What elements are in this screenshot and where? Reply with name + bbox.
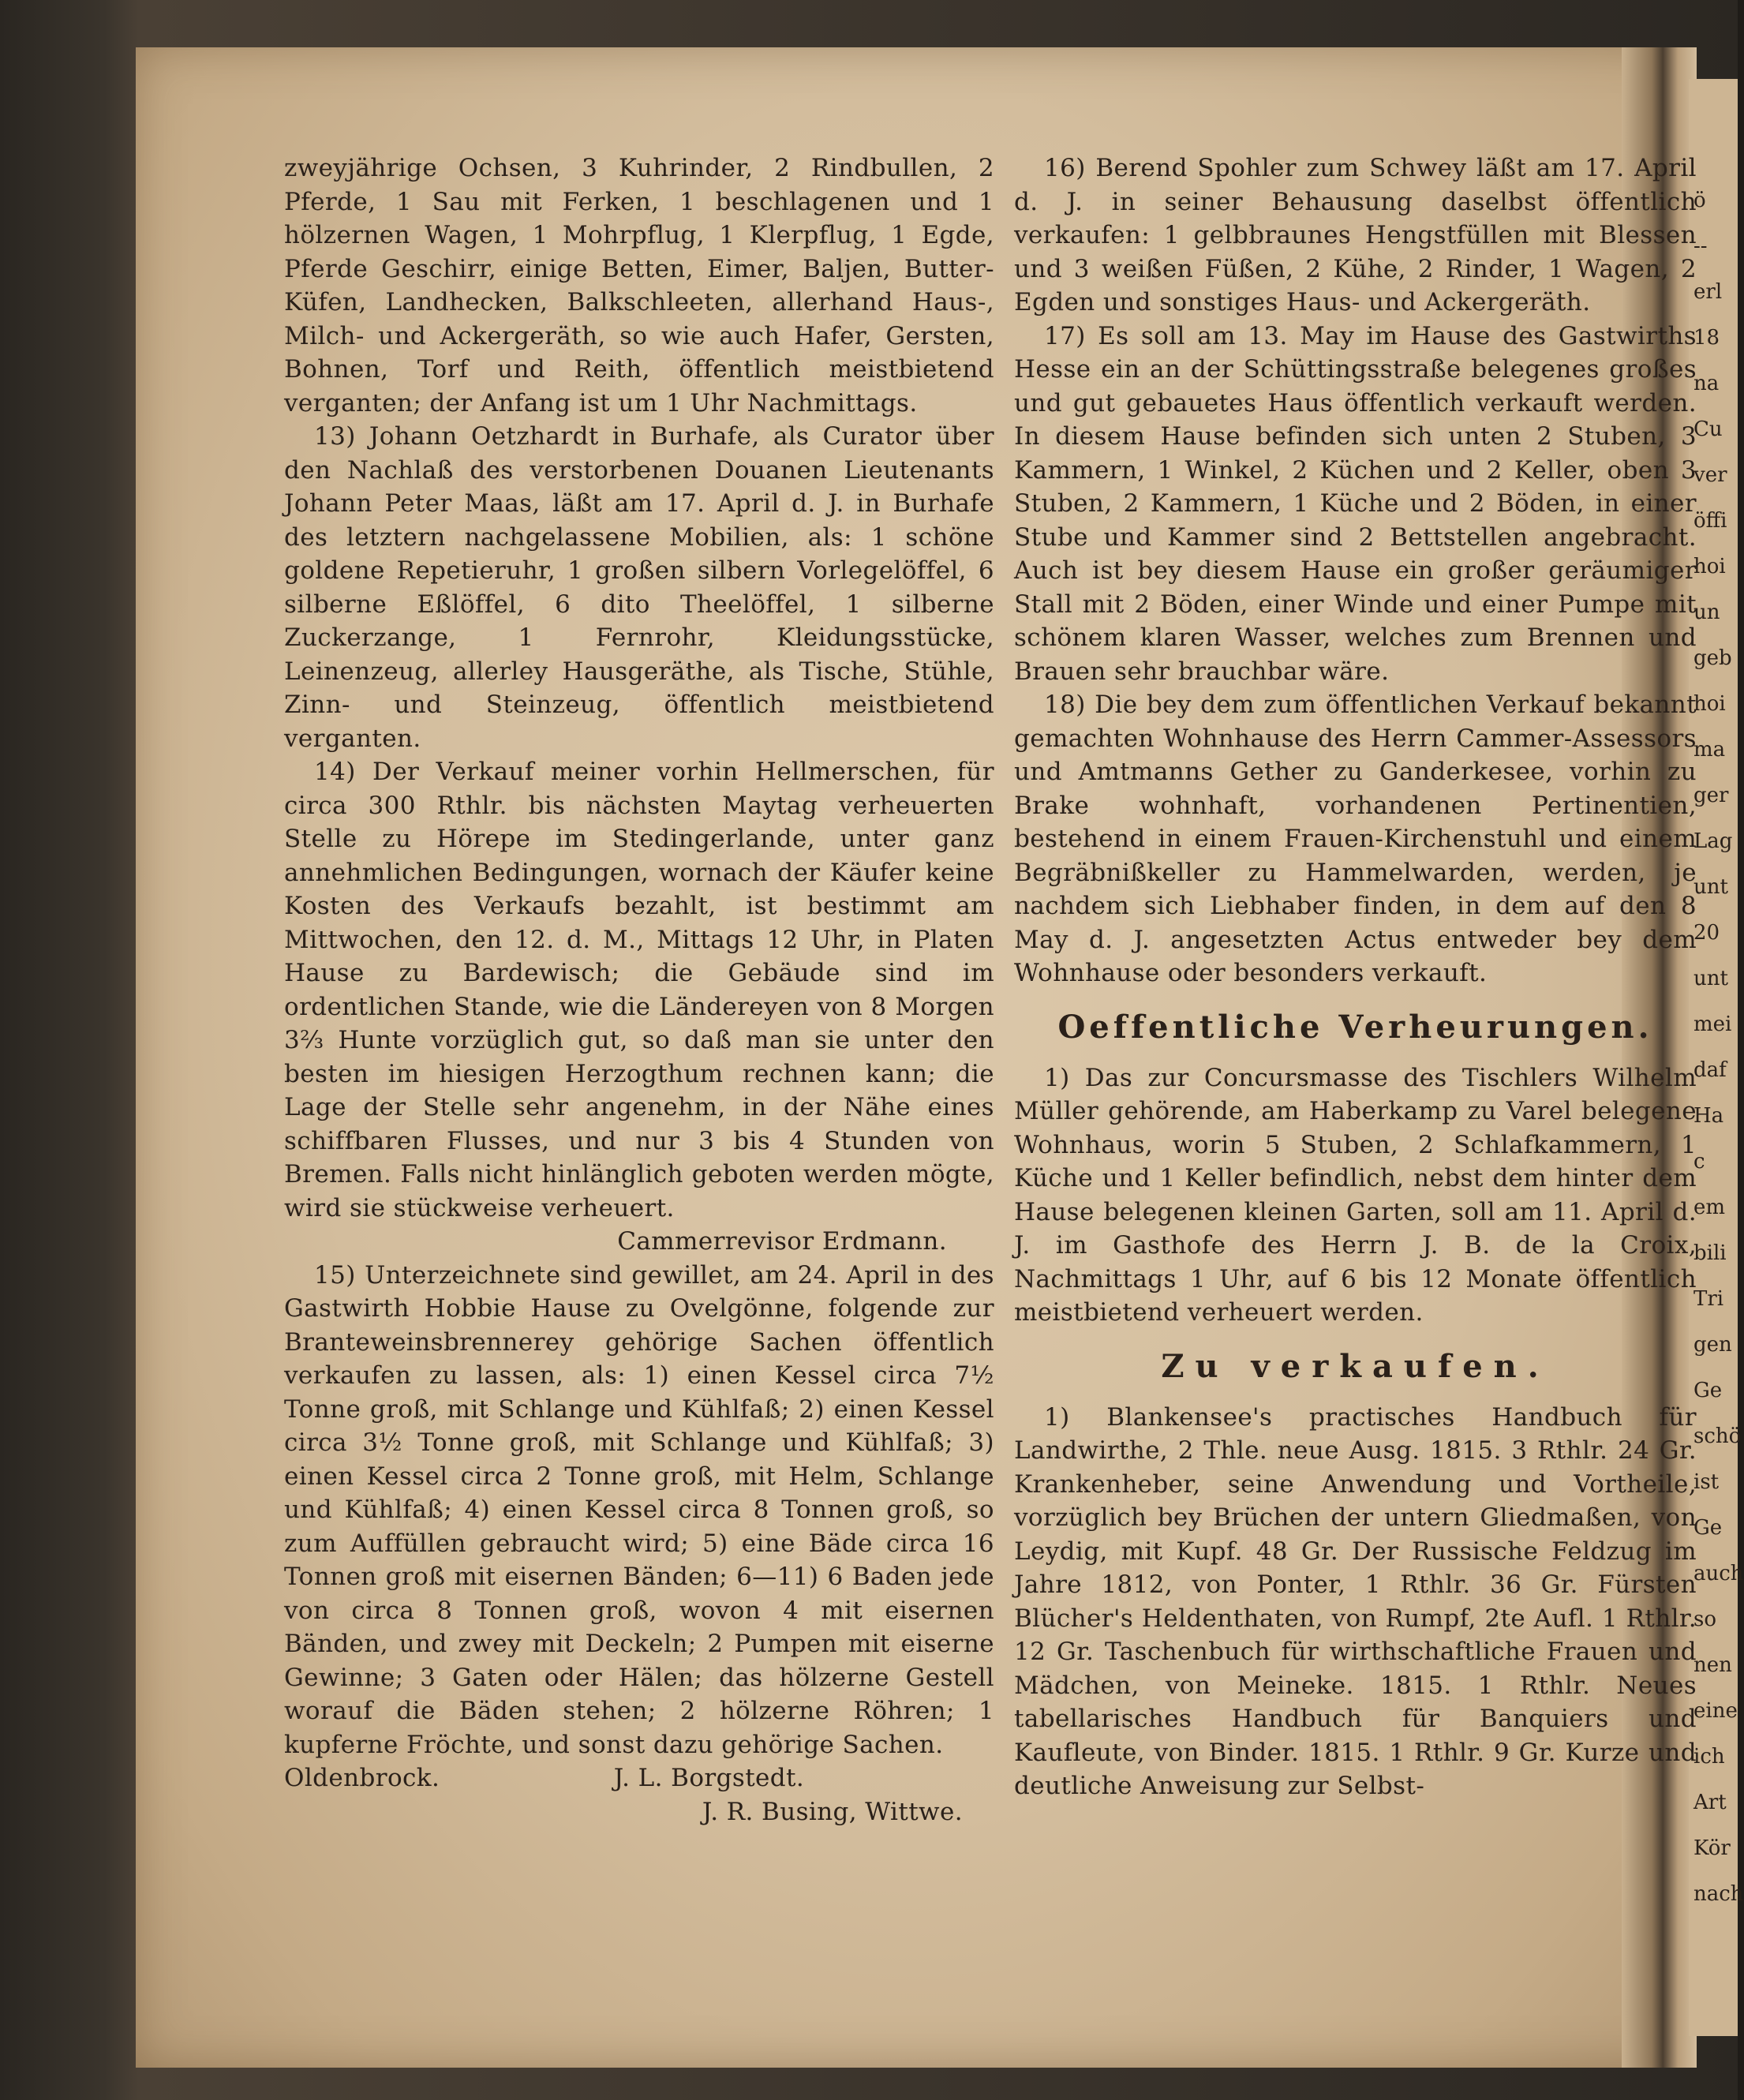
notice-16: 16) Berend Spohler zum Schwey läßt am 17. April d. J. in seiner Behausung daselbst öffentlich verkaufen: 1 gelbbraunes Hengstfüllen mit Blessen und 3 weißen Füßen, 2 Kühe, 2 Rinder, 1 Wagen, 2 Egden und sonstiges Haus- und Ackergeräth.	[1014, 154, 1697, 316]
next-page-fragment: mei	[1693, 1013, 1732, 1036]
notice-15-signer-1: J. L. Borgstedt.	[613, 1764, 805, 1792]
next-page-fragment: Cu	[1693, 417, 1723, 441]
next-page-fragment: öffi	[1693, 509, 1727, 533]
next-page-fragment: auch	[1693, 1562, 1744, 1585]
next-page-fragment: ver	[1693, 463, 1727, 487]
next-page-fragment: --	[1693, 234, 1708, 258]
next-page-fragment: c	[1693, 1150, 1705, 1174]
next-page-fragment: ger	[1693, 784, 1729, 807]
next-page-fragment: schö	[1693, 1424, 1742, 1448]
next-page-fragment: unt	[1693, 875, 1728, 899]
next-page-fragment: Tri	[1693, 1287, 1724, 1311]
next-page-fragment: na	[1693, 372, 1720, 395]
next-page-fragment: Lag	[1693, 829, 1733, 853]
notice-14-signature: Cammerrevisor Erdmann.	[617, 1227, 947, 1256]
next-page-fragment: em	[1693, 1196, 1726, 1219]
next-page-fragment: nach	[1693, 1882, 1744, 1906]
next-page-fragment: gen	[1693, 1333, 1732, 1357]
heading-public-leases: Oeffentliche Verheurungen.	[1057, 1008, 1653, 1046]
next-page-fragment: so	[1693, 1608, 1716, 1631]
next-page-fragment: un	[1693, 601, 1720, 624]
next-page-fragment: hoi	[1693, 555, 1726, 578]
next-page-fragment: ö	[1693, 189, 1706, 212]
left-column	[284, 152, 994, 1829]
next-page-fragment: Kör	[1693, 1836, 1731, 1860]
next-page-fragment: geb	[1693, 646, 1732, 670]
notice-17: 17) Es soll am 13. May im Hause des Gastwirths Hesse ein an der Schüttingsstraße belegenes großes und gut gebauetes Haus öffentlich verkauft werden. In diesem Hause befinden sich unten 2 Stuben, 3 Kammern, 1 Winkel, 2 Küchen und 2 Keller, oben 3 Stuben, 2 Kammern, 1 Küche und 2 Böden, in einer Stube und Kammer sind 2 Bettstellen angebracht. Auch ist bey diesem Hause ein großer geräumiger Stall mit 2 Böden, einer Winde und einer Pumpe mit schönem klaren Wasser, welches zum Brennen und Brauen sehr brauchbar wäre.	[1014, 321, 1697, 686]
notice-15-signer-2: J. R. Busing, Wittwe.	[702, 1797, 963, 1826]
next-page-fragment: erl	[1693, 280, 1723, 304]
notice-15-place: Oldenbrock.	[284, 1764, 440, 1792]
notice-18: 18) Die bey dem zum öffentlichen Verkauf bekannt gemachten Wohnhause des Herrn Cammer-Assessors und Amtmanns Gether zu Ganderkesee, vorhin zu Brake wohnhaft, vorhandenen Pertinentien, bestehend in einem Frauen-Kirchenstuhl und einem Begräbnißkeller zu Hammelwarden, werden, je nachdem sich Liebhaber finden, in dem auf den 8 May d. J. angesetzten Actus entweder bey dem Wohnhause oder besonders verkauft.	[1014, 691, 1697, 987]
next-page-fragment: nen	[1693, 1653, 1732, 1677]
next-page-fragment: 20	[1693, 921, 1720, 945]
heading-for-sale: Zu verkaufen.	[1161, 1347, 1550, 1385]
next-page-fragment: daf	[1693, 1058, 1727, 1082]
next-page-fragment: hoi	[1693, 692, 1726, 716]
next-page-fragment: Ha	[1693, 1104, 1724, 1128]
right-column	[1014, 152, 1697, 1803]
notice-15-signature-line	[284, 1761, 994, 1795]
next-page-fragment: unt	[1693, 967, 1728, 990]
next-page-fragment: Ge	[1693, 1379, 1723, 1402]
next-page-fragment: ma	[1693, 738, 1726, 762]
next-page-fragment: 18	[1693, 326, 1720, 350]
sale-1: 1) Blankensee's practisches Handbuch für Landwirthe, 2 Thle. neue Ausg. 1815. 3 Rthlr. 24 Gr. Krankenheber, seine Anwendung und Vortheile, vorzüglich bey Brüchen der untern Gliedmaßen, von Leydig, mit Kupf. 48 Gr. Der Russische Feldzug im Jahre 1812, von Ponter, 1 Rthlr. 36 Gr. Fürsten Blücher's Heldenthaten, von Rumpf, 2te Aufl. 1 Rthlr. 12 Gr. Taschenbuch für wirthschaftliche Frauen und Mädchen, von Meineke. 1815. 1 Rthlr. Neues tabellarisches Handbuch für Banquiers und Kaufleute, von Binder. 1815. 1 Rthlr. 9 Gr. Kurze und deutliche Anweisung zur Selbst-	[1014, 1402, 1697, 1800]
notice-12-continued: zweyjährige Ochsen, 3 Kuhrinder, 2 Rindbullen, 2 Pferde, 1 Sau mit Ferken, 1 beschlagenen und 1 hölzernen Wagen, 1 Mohrpflug, 1 Klerpflug, 1 Egde, Pferde Geschirr, einige Betten, Eimer, Baljen, Butter-Küfen, Landhecken, Balkschleeten, allerhand Haus-, Milch- und Ackergeräth, so wie auch Hafer, Gersten, Bohnen, Torf und Reith, öffentlich meistbietend verganten; der Anfang ist um 1 Uhr Nachmittags.	[284, 154, 994, 417]
next-page-fragment: Art	[1693, 1791, 1727, 1814]
notice-13: 13) Johann Oetzhardt in Burhafe, als Curator über den Nachlaß des verstorbenen Douanen Lieutenants Johann Peter Maas, läßt am 17. April d. J. in Burhafe des letztern nachgelassene Mobilien, als: 1 schöne goldene Repetieruhr, 1 großen silbern Vorlegelöffel, 6 silberne Eßlöffel, 6 dito Theelöffel, 1 silberne Zuckerzange, 1 Fernrohr, Kleidungsstücke, Leinenzeug, allerley Hausgeräthe, als Tische, Stühle, Zinn- und Steinzeug, öffentlich meistbietend verganten.	[284, 422, 994, 753]
lease-1: 1) Das zur Concursmasse des Tischlers Wilhelm Müller gehörende, am Haberkamp zu Varel belegene Wohnhaus, worin 5 Stuben, 2 Schlafkammern, 1 Küche und 1 Keller befindlich, nebst dem hinter dem Hause belegenen kleinen Garten, soll am 11. April d. J. im Gasthofe des Herrn J. B. de la Croix, Nachmittags 1 Uhr, auf 6 bis 12 Monate öffentlich meistbietend verheuert werden.	[1014, 1063, 1697, 1327]
next-page-fragment: ist	[1693, 1470, 1720, 1494]
next-page-fragment: eine	[1693, 1699, 1738, 1723]
next-page-fragment: Ge	[1693, 1516, 1723, 1540]
notice-15: 15) Unterzeichnete sind gewillet, am 24. April in des Gastwirth Hobbie Hause zu Ovelgönne, folgende zur Branteweinsbrennerey gehörige Sachen öffentlich verkaufen zu lassen, als: 1) einen Kessel circa 7½ Tonne groß, mit Schlange und Kühlfaß; 2) einen Kessel circa 3½ Tonne groß, mit Schlange und Kühlfaß; 3) einen Kessel circa 2 Tonne groß, mit Helm, Schlange und Kühlfaß; 4) einen Kessel circa 8 Tonnen groß, so zum Auffüllen gebraucht wird; 5) eine Bäde circa 16 Tonnen groß mit eisernen Bänden; 6—11) 6 Baden jede von circa 8 Tonnen groß, wovon 4 mit eisernen Bänden, und zwey mit Deckeln; 2 Pumpen mit eiserne Gewinne; 3 Gaten oder Hälen; das hölzerne Gestell worauf die Bäden stehen; 2 hölzerne Röhren; 1 kupferne Fröchte, und sonst dazu gehörige Sachen.	[284, 1260, 994, 1759]
next-page-fragment: bili	[1693, 1241, 1727, 1265]
notice-14: 14) Der Verkauf meiner vorhin Hellmerschen, für circa 300 Rthlr. bis nächsten Maytag verheuerten Stelle zu Hörepe im Stedingerlande, unter ganz annehmlichen Bedingungen, wornach der Käufer keine Kosten des Verkaufs bezahlt, ist bestimmt am Mittwochen, den 12. d. M., Mittags 12 Uhr, in Platen Hause zu Bardewisch; die Gebäude sind im ordentlichen Stande, wie die Ländereyen von 8 Morgen 3⅔ Hunte vorzüglich gut, so daß man sie unter den besten im hiesigen Herzogthum rechnen kann; die Lage der Stelle sehr angenehm, in der Nähe eines schiffbaren Flusses, und nur 3 bis 4 Stunden von Bremen. Falls nicht hinlänglich geboten werden mögte, wird sie stückweise verheuert.	[284, 758, 994, 1222]
next-page-fragment: ich	[1693, 1745, 1725, 1769]
